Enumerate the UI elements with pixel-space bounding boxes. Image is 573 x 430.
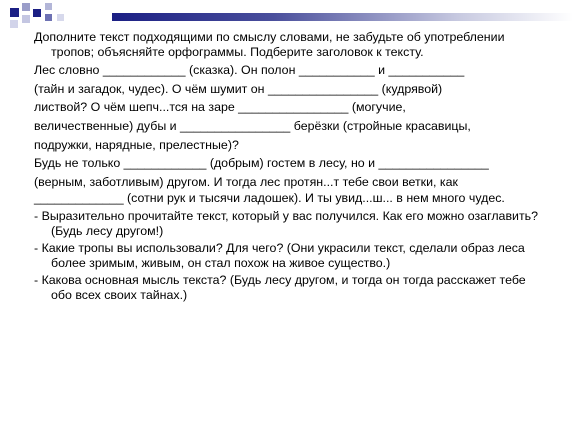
- text-line: Будь не только ____________ (добрым) гостем в лесу, но и ________________: [34, 156, 489, 171]
- decoration-square: [22, 15, 30, 23]
- decoration-square: [10, 20, 18, 28]
- question-2: - Какие тропы вы использовали? Для чего? (Они украсили текст, сделали образ леса более зримым, живым, он стал похож на живое существо.): [34, 241, 525, 270]
- decoration-square: [57, 14, 64, 21]
- text-line: листвой? О чём шепч...тся на заре ________________ (могучие,: [34, 100, 406, 115]
- decoration-square: [45, 14, 52, 21]
- slide-text: [34, 30, 540, 306]
- decoration-square: [33, 9, 41, 17]
- question-1: - Выразительно прочитайте текст, который у вас получился. Как его можно озаглавить? (Будь лесу другом!): [34, 208, 538, 238]
- text-line: Лес словно ____________ (сказка). Он полон ___________ и ___________: [34, 63, 465, 78]
- decoration-square: [10, 8, 19, 17]
- decoration-square: [45, 3, 52, 10]
- title-decoration: [0, 0, 573, 30]
- text-line: (тайн и загадок, чудес). О чём шумит он ________________ (кудрявой): [34, 81, 443, 96]
- question-3: - Какова основная мысль текста? (Будь лесу другом, и тогда он тогда расскажет тебе обо всех своих тайнах.): [34, 273, 526, 302]
- decoration-square: [22, 3, 30, 11]
- text-line: подружки, нарядные, прелестные)?: [34, 137, 239, 152]
- task-instruction: Дополните текст подходящими по смыслу словами, не забудьте об употреблении тропов; объясняйте орфограммы. Подберите заголовок к тексту.: [34, 30, 505, 59]
- title-gradient-bar: [112, 13, 573, 21]
- text-line: величественные) дубы и ________________ берёзки (стройные красавицы,: [34, 118, 471, 133]
- text-line: (верным, заботливым) другом. И тогда лес протян...т тебе свои ветки, как _____________ (сотни рук и тысячи ладошек). И ты увид...ш... в нем много чудес.: [34, 174, 505, 206]
